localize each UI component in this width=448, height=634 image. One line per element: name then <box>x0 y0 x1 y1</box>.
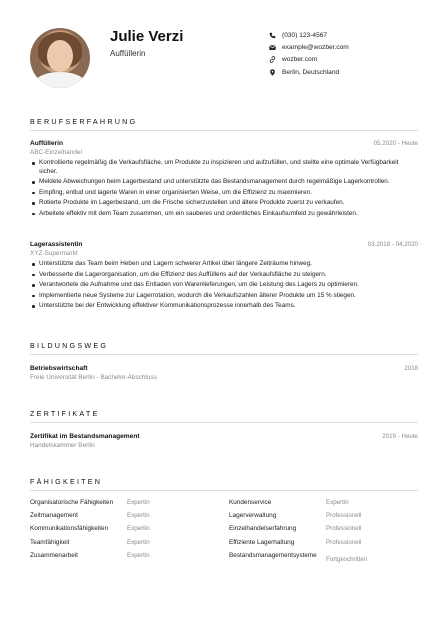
mail-icon <box>269 44 276 51</box>
section-divider <box>30 130 418 131</box>
list-item: Rotierte Produkte im Lagerbestand, um die Frische sicherzustellen und ältere Produkte zuerst zu verkaufen. <box>30 199 418 208</box>
phone-icon <box>269 32 276 39</box>
list-item: Unterstützte bei der Entwicklung effektiver Kommunikationsprozesse innerhalb des Teams. <box>30 302 418 311</box>
skill-level: Expertin <box>127 538 150 546</box>
job-bullets-1 <box>30 159 418 220</box>
section-divider <box>30 354 418 355</box>
certificates-heading: ZERTIFIKATE <box>30 409 100 418</box>
website-text: wozber.com <box>282 56 318 64</box>
job-title: Auffüllerin <box>110 49 146 58</box>
skill-level: Expertin <box>127 551 150 559</box>
experience-heading: BERUFSERFAHRUNG <box>30 117 138 126</box>
location-pin-icon <box>269 69 276 76</box>
skill-level: Fortgeschritten <box>326 555 368 563</box>
list-item: Verbesserte die Lagerorganisation, um die Effizienz des Auffüllens auf der Verkaufsfläche zu steigern. <box>30 271 418 280</box>
list-item: Unterstützte das Team beim Heben und Lagern schwerer Artikel über längere Zeiträume hinweg. <box>30 260 418 269</box>
skill-name: Teamfähigkeit <box>30 538 70 546</box>
education-entry-header <box>30 365 418 372</box>
degree-institution: Freie Universität Berlin - Bachelor-Abschluss <box>30 374 157 381</box>
job-bullets-2 <box>30 260 418 313</box>
phone-text: (030) 123-4567 <box>282 31 328 39</box>
skill-level: Professionell <box>326 538 362 546</box>
person-name: Julie Verzi <box>110 28 184 45</box>
skills-column-right <box>229 499 418 565</box>
degree-date: 2018 <box>404 365 418 372</box>
list-item: Implementierte neue Systeme zur Lagerrotation, wodurch die Verkaufszahlen älterer Produkte um 15 % stiegen. <box>30 292 418 301</box>
certificate-entry-header <box>30 433 418 440</box>
certificate-title: Zertifikat im Bestandsmanagement <box>30 433 140 440</box>
list-item: Empfing, entlud und lagerte Waren in einer organisierten Weise, um die Effizienz zu maximieren. <box>30 189 418 198</box>
skill-level: Professionell <box>326 512 362 520</box>
skill-name: Bestandsmanagementsysteme <box>229 551 317 559</box>
job-date-2: 03.2018 - 04.2020 <box>367 241 418 248</box>
contact-email[interactable] <box>269 41 429 53</box>
skill-name: Einzelhandelserfahrung <box>229 525 297 533</box>
section-divider <box>30 490 418 491</box>
job-title-2: Lagerassistentin <box>30 241 83 248</box>
contact-phone <box>269 29 429 41</box>
certificate-date: 2019 - Heute <box>382 433 418 440</box>
list-item: Meldete Abweichungen beim Lagerbestand und unterstützte das Bestandsmanagement durch regelmäßige Lagerkontrollen. <box>30 178 418 187</box>
skill-row <box>30 525 219 538</box>
skill-row <box>229 552 418 565</box>
skill-row <box>229 499 418 512</box>
list-item: Kontrollierte regelmäßig die Verkaufsfläche, um Produkte zu inspizieren und aufzufüllen, und stellte eine optimale Verfügbarkeit sicher. <box>30 159 418 176</box>
profile-photo <box>30 28 90 88</box>
skills-column-left <box>30 499 219 565</box>
email-text: example@wozber.com <box>282 43 349 51</box>
skill-row <box>30 499 219 512</box>
skill-row <box>30 539 219 552</box>
skill-level: Expertin <box>127 525 150 533</box>
skill-row <box>30 512 219 525</box>
skill-name: Lagerverwaltung <box>229 512 277 520</box>
location-text: Berlin, Deutschland <box>282 68 340 76</box>
skill-level: Expertin <box>326 499 349 506</box>
skill-name: Organisatorische Fähigkeiten <box>30 499 114 506</box>
skill-level: Expertin <box>127 512 150 520</box>
skill-name: Kundenservice <box>229 499 272 506</box>
skill-row <box>30 552 219 565</box>
job-date-1: 05.2020 - Heute <box>373 140 418 147</box>
skill-name: Effiziente Lagerhaltung <box>229 538 295 546</box>
job-company-2: XYZ-Supermarkt <box>30 250 78 257</box>
contact-location <box>269 66 429 78</box>
contact-website[interactable] <box>269 54 429 66</box>
link-icon <box>269 56 276 63</box>
list-item: Arbeitete effektiv mit dem Team zusammen, um ein sauberes und ordentliches Einkaufsumfeld zu gewährleisten. <box>30 210 418 219</box>
skill-level: Expertin <box>127 499 150 506</box>
section-divider <box>30 422 418 423</box>
skill-name: Zeitmanagement <box>30 512 78 520</box>
skill-row <box>229 525 418 538</box>
skill-level: Professionell <box>326 525 362 533</box>
skill-name: Kommunikationsfähigkeiten <box>30 525 109 533</box>
job-entry-header <box>30 241 418 248</box>
skill-row <box>229 512 418 525</box>
skills-grid <box>30 499 418 565</box>
job-company-1: ABC-Einzelhandel <box>30 149 82 156</box>
job-entry-header <box>30 140 418 147</box>
contact-list <box>269 29 429 78</box>
skills-heading: FÄHIGKEITEN <box>30 477 103 486</box>
education-heading: BILDUNGSWEG <box>30 341 109 350</box>
skill-name: Zusammenarbeit <box>30 551 78 559</box>
list-item: Verantwortete die Aufnahme und das Entladen von Warenlieferungen, um die Leistung des Lagers zu optimieren. <box>30 281 418 290</box>
skill-row <box>229 539 418 552</box>
degree-title: Betriebswirtschaft <box>30 365 88 372</box>
job-title-1: Auffüllerin <box>30 140 63 147</box>
certificate-issuer: Handelskammer Berlin <box>30 442 95 449</box>
